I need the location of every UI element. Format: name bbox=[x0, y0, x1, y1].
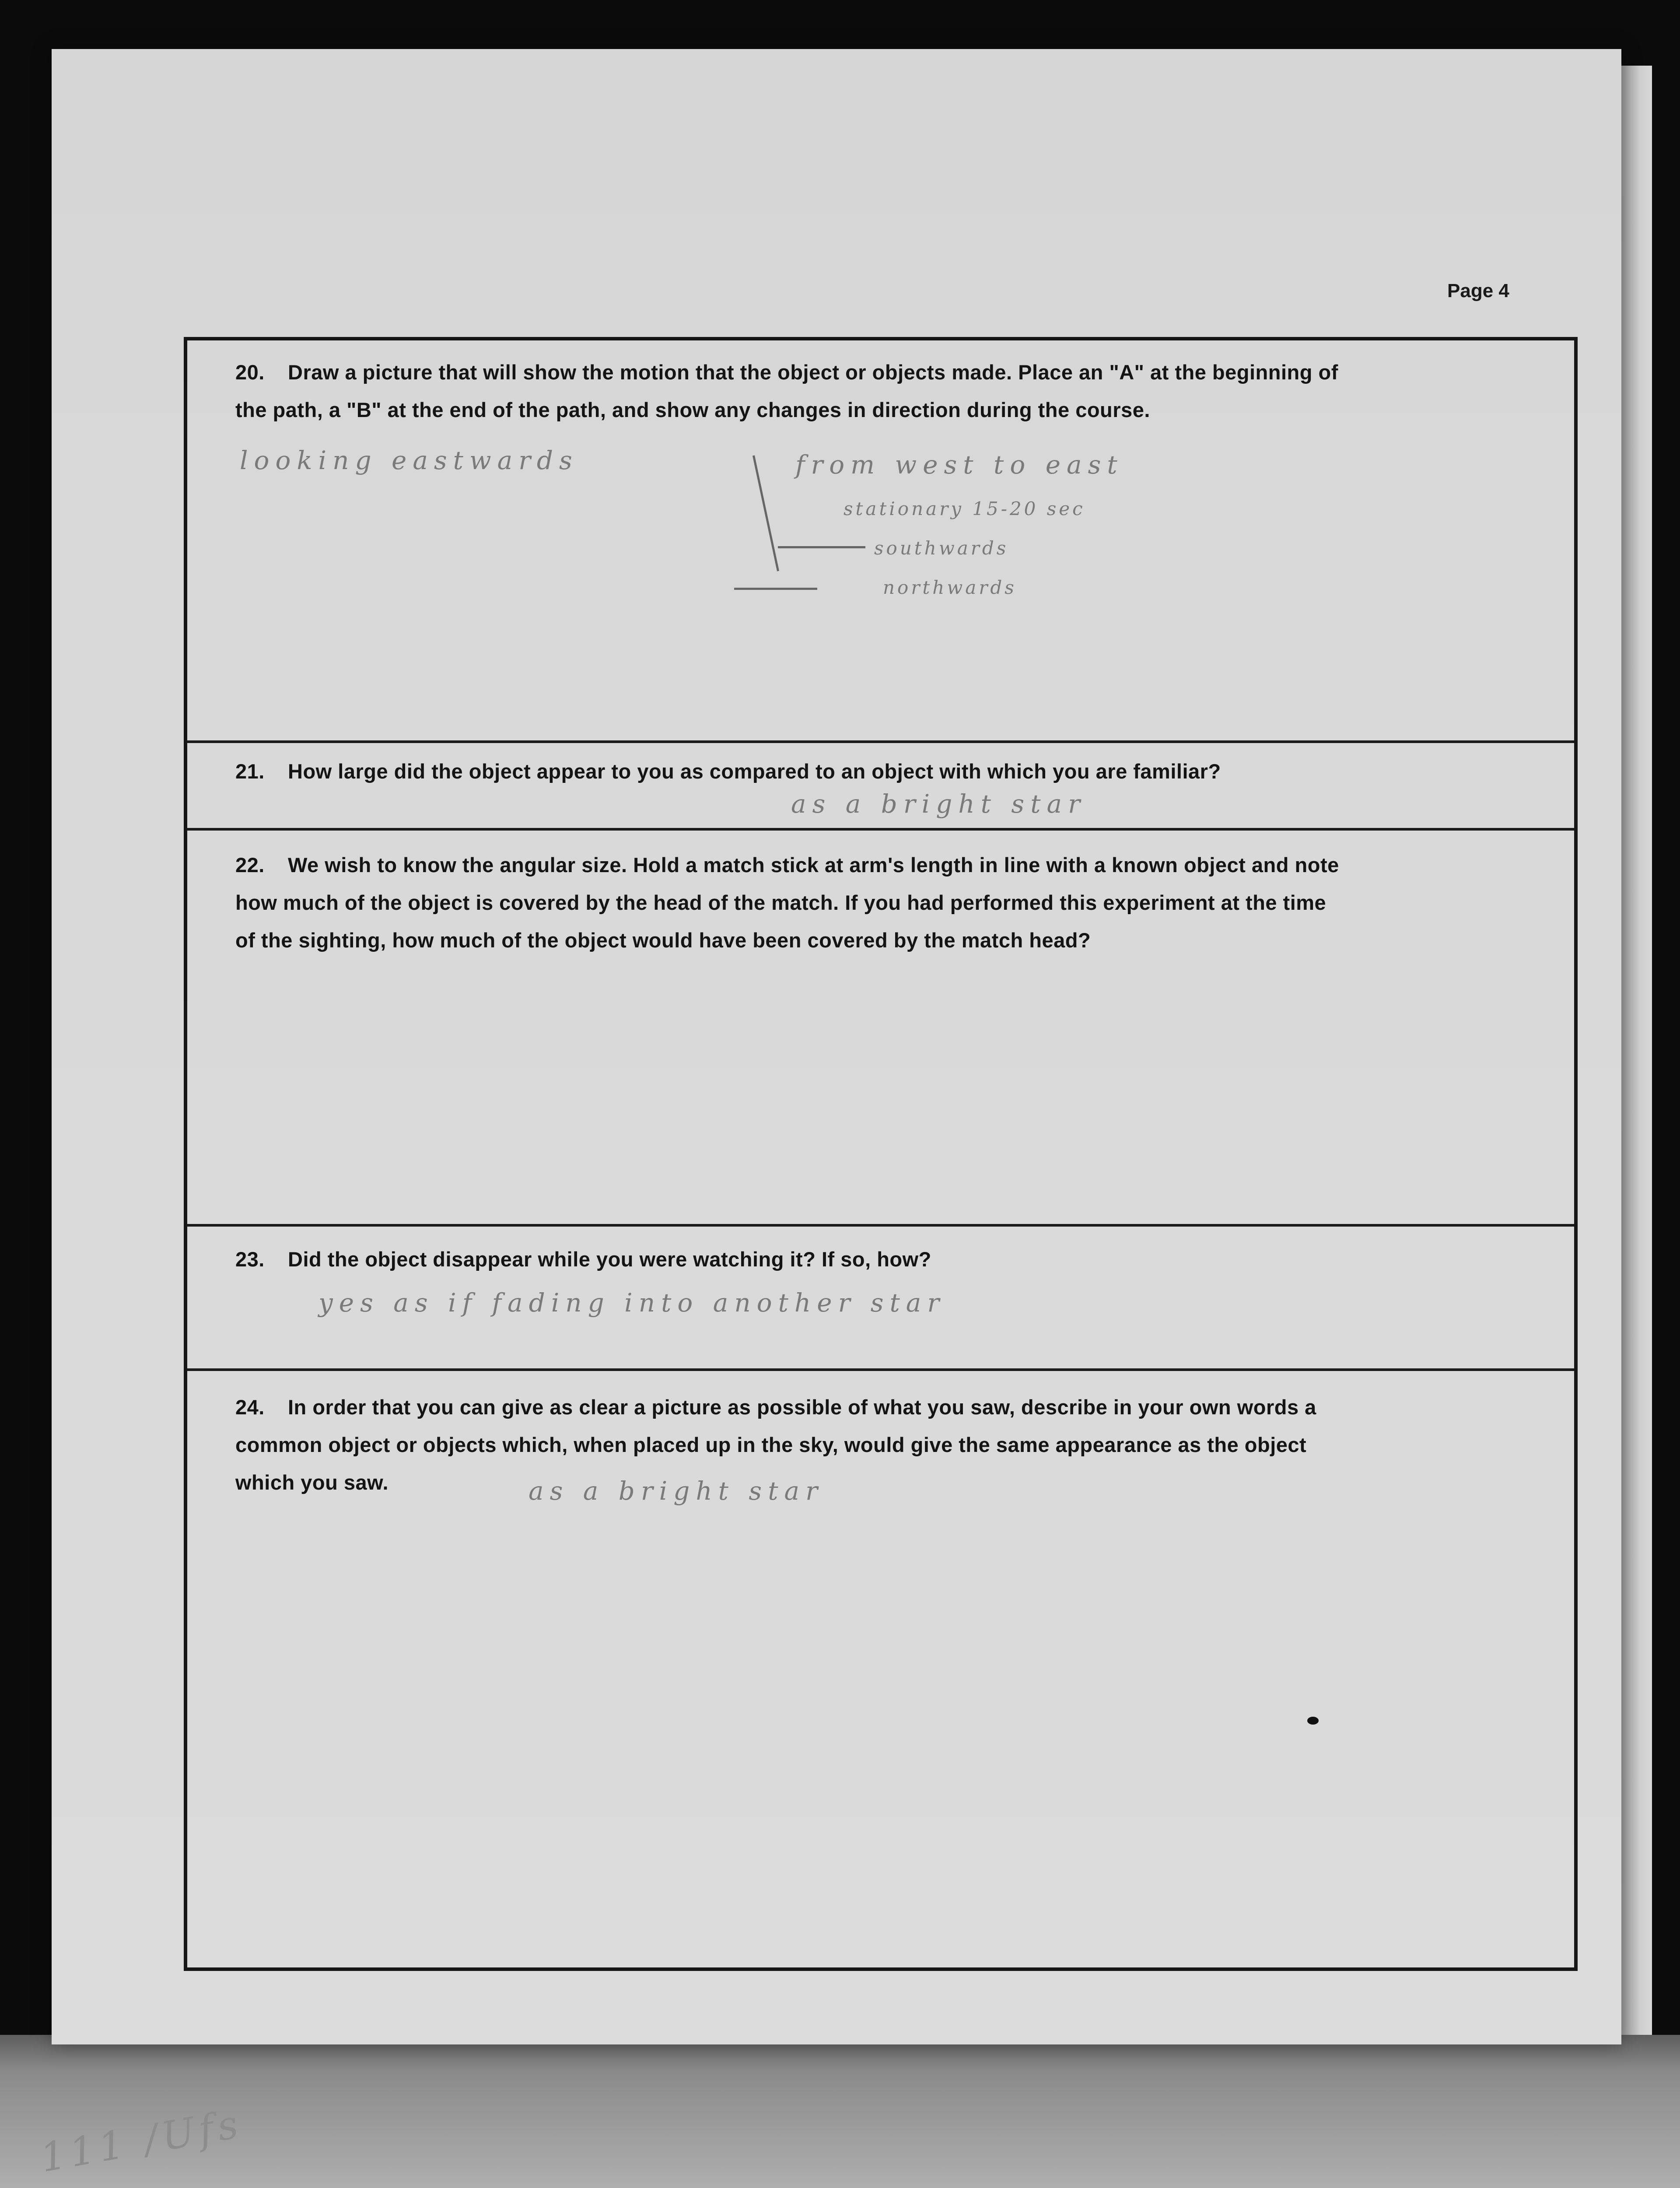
form-sheet bbox=[52, 49, 1621, 2044]
question-22 bbox=[235, 846, 1565, 959]
paper-edge bbox=[1621, 66, 1652, 2035]
question-text: We wish to know the angular size. Hold a match stick at arm's length in line with a known object and note how much of the object is covered by the head of the match. If you had performed this experiment at the time of the sighting, how much of the object would have been covered by the match head? bbox=[235, 853, 1339, 952]
handwritten-answer: yes as if fading into another star bbox=[318, 1288, 946, 1318]
motion-sketch-line bbox=[752, 455, 779, 571]
question-number: 20. bbox=[235, 361, 265, 384]
handwritten-answer: as a bright star bbox=[791, 789, 1086, 819]
handwritten-answer: looking eastwards bbox=[240, 445, 578, 475]
questionnaire-frame bbox=[184, 337, 1578, 1971]
motion-sketch-line bbox=[778, 546, 865, 548]
ink-spot bbox=[1307, 1717, 1319, 1725]
handwritten-answer: stationary 15-20 sec bbox=[844, 498, 1085, 519]
question-number: 22. bbox=[235, 853, 265, 877]
question-20-section bbox=[187, 340, 1574, 743]
margin-marks: 111 /Ufs bbox=[37, 2100, 246, 2181]
handwritten-answer: as a bright star bbox=[528, 1476, 824, 1506]
question-text: In order that you can give as clear a picture as possible of what you saw, describe in your own words a common object or objects which, when placed up in the sky, would give the same appearance as the object which you saw. bbox=[235, 1396, 1316, 1494]
question-text: Did the object disappear while you were watching it? If so, how? bbox=[288, 1248, 931, 1271]
question-23-section bbox=[187, 1227, 1574, 1371]
page-number: Page 4 bbox=[1447, 280, 1509, 302]
scanner-bed bbox=[0, 2035, 1680, 2188]
question-24 bbox=[235, 1389, 1565, 1501]
question-text: How large did the object appear to you as compared to an object with which you are familiar? bbox=[288, 760, 1221, 783]
question-number: 21. bbox=[235, 760, 265, 783]
question-21 bbox=[235, 753, 1565, 790]
question-text: Draw a picture that will show the motion that the object or objects made. Place an "A" at the beginning of the path, a "B" at the end of the path, and show any changes in direction during the course. bbox=[235, 361, 1338, 421]
question-number: 23. bbox=[235, 1248, 265, 1271]
question-20 bbox=[235, 354, 1565, 429]
handwritten-answer: northwards bbox=[883, 577, 1017, 598]
question-number: 24. bbox=[235, 1396, 265, 1419]
question-23 bbox=[235, 1241, 1565, 1278]
handwritten-answer: southwards bbox=[874, 537, 1009, 559]
question-24-section bbox=[187, 1371, 1574, 1968]
question-21-section bbox=[187, 743, 1574, 831]
handwritten-answer: from west to east bbox=[795, 450, 1124, 480]
question-22-section bbox=[187, 831, 1574, 1227]
motion-sketch-line bbox=[734, 588, 817, 590]
